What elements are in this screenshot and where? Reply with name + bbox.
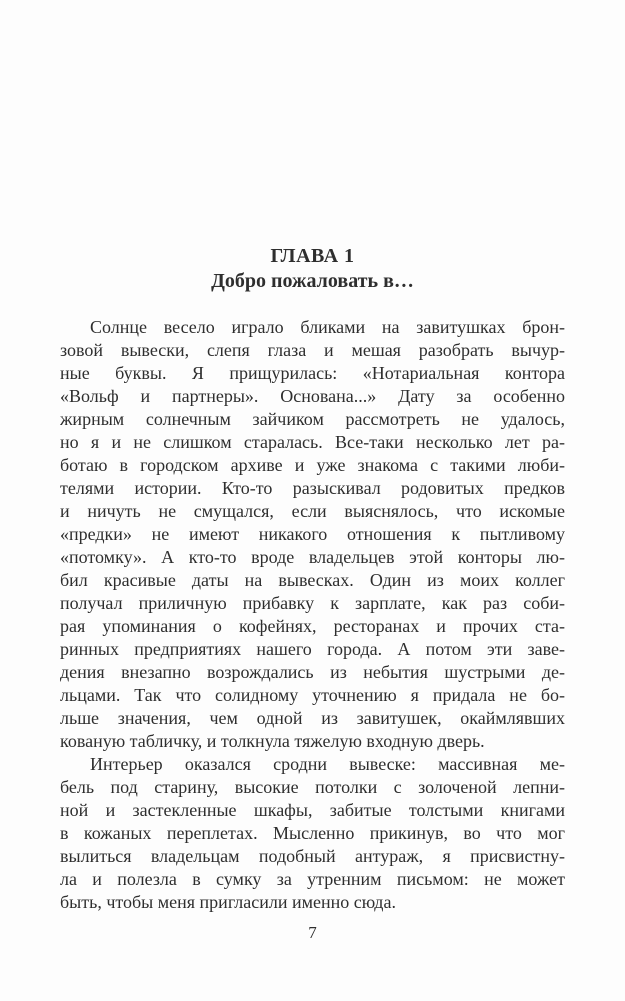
text-line: зовой вывески, слепя глаза и мешая разобрать вычур- [60,340,565,360]
chapter-heading [0,244,625,294]
text-line: ной и застекленные шкафы, забитые толстыми книгами [60,800,565,820]
text-line: «предки» не имеют никакого отношения к пытливому [60,524,565,544]
text-line: ботаю в городском архиве и уже знакома с такими люби- [60,455,565,475]
text-line: ринных предприятиях нашего города. А потом эти заве- [60,639,565,659]
text-line: бил красивые даты на вывесках. Один из моих коллег [60,570,565,590]
text-line: льше значения, чем одной из завитушек, окаймлявших [60,708,565,728]
text-line: кованую табличку, и толкнула тяжелую входную дверь. [60,731,485,751]
text-line: телями истории. Кто-то разыскивал родовитых предков [60,478,565,498]
text-line: но я и не слишком старалась. Все-таки несколько лет ра- [60,432,565,452]
text-line: Солнце весело играло бликами на завитушках брон- [90,317,565,337]
body-text [60,316,565,914]
text-line: и ничуть не смущался, если выяснялось, что искомые [60,501,565,521]
text-line: ные буквы. Я прищурилась: «Нотариальная контора [60,363,565,383]
page-number: 7 [308,923,317,942]
text-line: льцами. Так что солидному уточнению я придала не бо- [60,685,565,705]
text-line: ла и полезла в сумку за утренним письмом: не может [60,869,565,889]
text-line: «потомку». А кто-то вроде владельцев этой конторы лю- [60,547,565,567]
chapter-title: ГЛАВА 1 [270,245,355,267]
text-line: дения внезапно возрождались из небытия шустрыми де- [60,662,565,682]
text-line: бель под старину, высокие потолки с золоченой лепни- [60,777,565,797]
text-line: «Вольф и партнеры». Основана...» Дату за особенно [60,386,565,406]
text-line: рая упоминания о кофейнях, ресторанах и прочих ста- [60,616,565,636]
text-line: жирным солнечным зайчиком рассмотреть не удалось, [60,409,565,429]
text-line: вылиться владельцам подобный антураж, я присвистну- [60,846,565,866]
text-line: в кожаных переплетах. Мысленно прикинув, во что мог [60,823,565,843]
chapter-subtitle: Добро пожаловать в… [211,270,414,292]
text-line: получал приличную прибавку к зарплате, как раз соби- [60,593,565,613]
text-line: быть, чтобы меня пригласили именно сюда. [60,892,396,912]
text-line: Интерьер оказался сродни вывеске: массивная ме- [90,754,565,774]
